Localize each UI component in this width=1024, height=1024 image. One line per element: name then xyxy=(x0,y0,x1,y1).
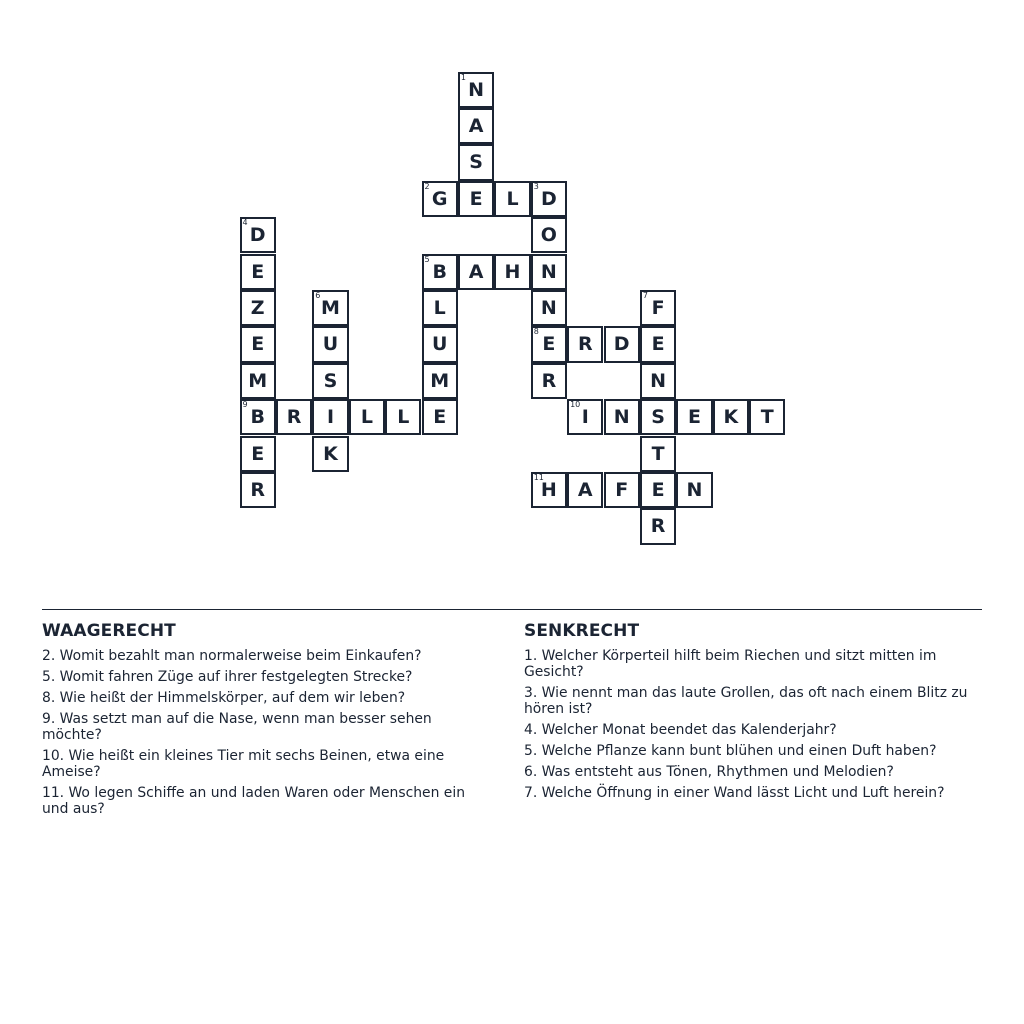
crossword-cell[interactable] xyxy=(567,326,603,362)
clue-across-9: 9. Was setzt man auf die Nase, wenn man besser sehen möchte? xyxy=(42,711,432,743)
cell-letter: A xyxy=(468,260,484,283)
cell-letter: L xyxy=(397,406,410,429)
clue-across-8: 8. Wie heißt der Himmelskörper, auf dem wir leben? xyxy=(42,690,406,706)
cell-letter: R xyxy=(250,479,266,502)
crossword-cell[interactable] xyxy=(531,472,567,508)
crossword-cell[interactable] xyxy=(240,217,276,253)
cell-letter: G xyxy=(431,187,448,210)
cell-letter: O xyxy=(540,224,557,247)
cell-letter: R xyxy=(650,515,666,538)
cell-letter: B xyxy=(432,260,447,283)
cell-letter: R xyxy=(286,406,302,429)
cell-letter: H xyxy=(504,260,521,283)
cell-letter: S xyxy=(651,406,665,429)
crossword-cell[interactable] xyxy=(240,326,276,362)
crossword-cell[interactable] xyxy=(312,363,348,399)
cell-letter: E xyxy=(542,333,556,356)
crossword-cell[interactable] xyxy=(240,290,276,326)
crossword-cell[interactable] xyxy=(312,326,348,362)
cell-letter: M xyxy=(248,369,268,392)
cell-letter: E xyxy=(651,479,665,502)
crossword-cell[interactable] xyxy=(640,399,676,435)
cell-letter: B xyxy=(250,406,265,429)
clue-down-1: 1. Welcher Körperteil hilft beim Riechen und sitzt mitten im Gesicht? xyxy=(524,648,937,680)
crossword-cell[interactable] xyxy=(640,363,676,399)
cell-letter: F xyxy=(615,479,629,502)
cell-letter: L xyxy=(360,406,373,429)
clue-number: 7 xyxy=(642,290,648,300)
clue-down-6: 6. Was entsteht aus Tönen, Rhythmen und Melodien? xyxy=(524,764,894,780)
clues-down-list xyxy=(524,648,986,801)
cell-letter: N xyxy=(613,406,630,429)
cell-letter: F xyxy=(651,297,665,320)
crossword-cell[interactable] xyxy=(640,326,676,362)
crossword-cell[interactable] xyxy=(640,436,676,472)
cell-letter: Z xyxy=(250,297,265,320)
clue-across-2: 2. Womit bezahlt man normalerweise beim Einkaufen? xyxy=(42,648,422,664)
cell-letter: E xyxy=(469,187,483,210)
clue-across-11: 11. Wo legen Schiffe an und laden Waren oder Menschen ein und aus? xyxy=(42,785,466,817)
cell-letter: H xyxy=(540,479,557,502)
crossword-cell[interactable] xyxy=(458,181,494,217)
cell-letter: D xyxy=(540,187,557,210)
crossword-cell[interactable] xyxy=(494,254,530,290)
crossword-cell[interactable] xyxy=(567,399,603,435)
crossword-cell[interactable] xyxy=(676,399,712,435)
cell-letter: L xyxy=(506,187,519,210)
cell-letter: A xyxy=(577,479,593,502)
clue-number: 9 xyxy=(242,400,248,410)
crossword-cell[interactable] xyxy=(312,399,348,435)
clues-across-section xyxy=(42,621,492,822)
crossword-cell[interactable] xyxy=(531,217,567,253)
clue-down-3: 3. Wie nennt man das laute Grollen, das oft nach einem Blitz zu hören ist? xyxy=(524,685,968,717)
clue-number: 2 xyxy=(424,181,430,191)
clue-number: 11 xyxy=(533,472,544,482)
clues-down-heading: SENKRECHT xyxy=(524,621,640,641)
crossword-cell[interactable] xyxy=(531,181,567,217)
cell-letter: E xyxy=(251,442,265,465)
clue-across-5: 5. Womit fahren Züge auf ihrer festgelegten Strecke? xyxy=(42,669,413,685)
cell-letter: A xyxy=(468,115,484,138)
crossword-cell[interactable] xyxy=(349,399,385,435)
crossword-cell[interactable] xyxy=(422,181,458,217)
crossword-cell[interactable] xyxy=(240,436,276,472)
crossword-cell[interactable] xyxy=(640,290,676,326)
cell-letter: U xyxy=(322,333,339,356)
cell-letter: I xyxy=(326,406,335,429)
crossword-cell[interactable] xyxy=(567,472,603,508)
crossword-cell[interactable] xyxy=(494,181,530,217)
clues-down-section xyxy=(524,621,986,806)
clue-down-7: 7. Welche Öffnung in einer Wand lässt Licht und Luft herein? xyxy=(524,785,945,801)
cell-letter: M xyxy=(430,369,450,392)
cell-letter: D xyxy=(613,333,630,356)
crossword-cell[interactable] xyxy=(531,363,567,399)
cell-letter: M xyxy=(321,297,340,320)
clue-down-5: 5. Welche Pflanze kann bunt blühen und einen Duft haben? xyxy=(524,743,937,759)
cell-letter: I xyxy=(581,406,589,429)
crossword-cell[interactable] xyxy=(458,108,494,144)
crossword-cell[interactable] xyxy=(312,290,348,326)
cell-letter: N xyxy=(540,297,557,320)
cell-letter: R xyxy=(541,369,557,392)
clue-number: 3 xyxy=(533,181,539,191)
cell-letter: U xyxy=(431,333,448,356)
cell-letter: E xyxy=(688,406,701,429)
crossword-cell[interactable] xyxy=(604,399,640,435)
cell-letter: N xyxy=(468,78,485,101)
clues-across-heading: WAAGERECHT xyxy=(42,621,176,641)
crossword-cell[interactable] xyxy=(312,436,348,472)
crossword-cell[interactable] xyxy=(713,399,749,435)
cell-letter: S xyxy=(323,369,338,392)
crossword-cell[interactable] xyxy=(422,363,458,399)
cell-letter: D xyxy=(249,224,266,247)
crossword-cell[interactable] xyxy=(531,254,567,290)
crossword-cell[interactable] xyxy=(458,254,494,290)
cell-letter: T xyxy=(760,406,774,429)
crossword-cell[interactable] xyxy=(749,399,785,435)
cell-letter: K xyxy=(723,406,739,429)
cell-letter: T xyxy=(651,442,665,465)
cell-letter: N xyxy=(540,260,557,283)
crossword-cell[interactable] xyxy=(240,363,276,399)
crossword-cell[interactable] xyxy=(640,472,676,508)
crossword-cell[interactable] xyxy=(240,399,276,435)
clue-down-4: 4. Welcher Monat beendet das Kalenderjahr? xyxy=(524,722,837,738)
cell-letter: E xyxy=(251,260,265,283)
section-divider xyxy=(42,609,982,610)
clue-number: 8 xyxy=(533,327,539,337)
crossword-cell[interactable] xyxy=(640,508,676,544)
clue-number: 10 xyxy=(570,400,581,410)
crossword-cell[interactable] xyxy=(422,254,458,290)
crossword-cell[interactable] xyxy=(604,472,640,508)
crossword-cell[interactable] xyxy=(385,399,421,435)
crossword-cell[interactable] xyxy=(240,472,276,508)
clue-number: 1 xyxy=(460,72,466,82)
cell-letter: E xyxy=(251,333,265,356)
clue-number: 5 xyxy=(424,254,430,264)
crossword-cell[interactable] xyxy=(422,326,458,362)
clues-across-list xyxy=(42,648,492,817)
cell-letter: N xyxy=(686,479,703,502)
crossword-cell[interactable] xyxy=(458,72,494,108)
crossword-cell[interactable] xyxy=(458,144,494,180)
crossword-cell[interactable] xyxy=(240,254,276,290)
crossword-cell[interactable] xyxy=(531,326,567,362)
cell-letter: E xyxy=(433,406,447,429)
crossword-cell[interactable] xyxy=(531,290,567,326)
crossword-cell[interactable] xyxy=(676,472,712,508)
cell-letter: R xyxy=(577,333,593,356)
cell-letter: E xyxy=(651,333,665,356)
clue-number: 4 xyxy=(242,218,248,228)
clue-across-10: 10. Wie heißt ein kleines Tier mit sechs Beinen, etwa eine Ameise? xyxy=(42,748,445,780)
cell-letter: N xyxy=(650,369,667,392)
crossword-cell[interactable] xyxy=(422,290,458,326)
cell-letter: S xyxy=(469,151,483,174)
cell-letter: L xyxy=(433,297,446,320)
crossword-cell[interactable] xyxy=(604,326,640,362)
clue-number: 6 xyxy=(315,290,321,300)
cell-letter: K xyxy=(323,442,338,465)
crossword-cell[interactable] xyxy=(276,399,312,435)
crossword-cell[interactable] xyxy=(422,399,458,435)
